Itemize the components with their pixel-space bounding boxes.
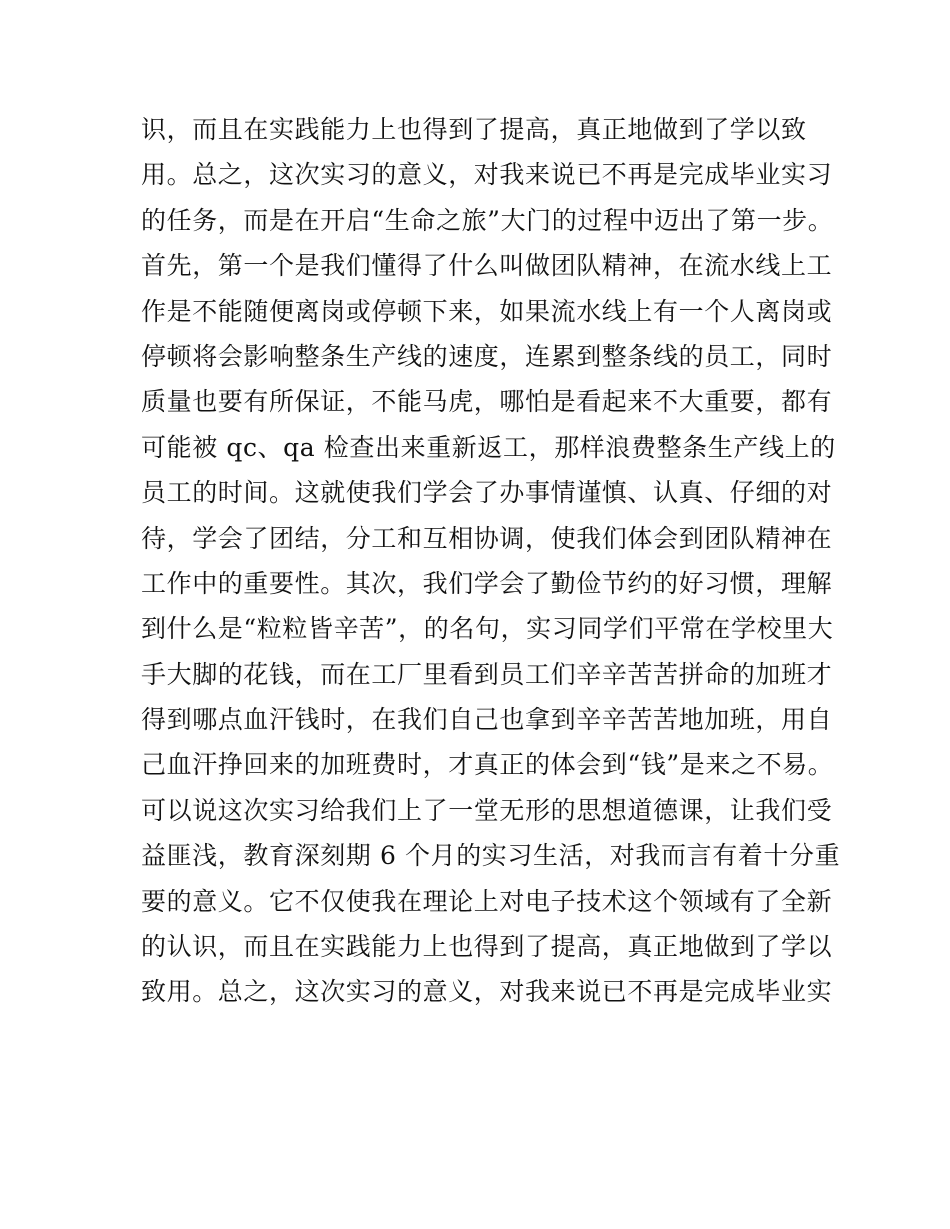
body-text: [141, 107, 841, 1015]
text-line: 识，而且在实践能力上也得到了提高，真正地做到了学以致: [141, 115, 807, 144]
text-line: 致用。总之，这次实习的意义，对我来说已不再是完成毕业实: [141, 977, 833, 1007]
text-line: 可能被 qc、qa 检查出来重新返工，那样浪费整条生产线上的: [141, 432, 836, 462]
text-line: 的任务，而是在开启“生命之旅”大门的过程中迈出了第一步。: [141, 205, 834, 235]
text-line: 手大脚的花钱，而在工厂里看到员工们辛辛苦苦拼命的加班才: [141, 659, 833, 689]
text-line: 首先，第一个是我们懂得了什么叫做团队精神，在流水线上工: [141, 251, 833, 281]
text-line: 益匪浅，教育深刻期 6 个月的实习生活，对我而言有着十分重: [141, 841, 841, 871]
text-line: 停顿将会影响整条生产线的速度，连累到整条线的员工，同时: [141, 341, 833, 371]
text-line: 工作中的重要性。其次，我们学会了勤俭节约的好习惯，理解: [141, 568, 833, 598]
text-line: 员工的时间。这就使我们学会了办事情谨慎、认真、仔细的对: [141, 478, 833, 508]
text-line: 待，学会了团结，分工和互相协调，使我们体会到团队精神在: [141, 523, 833, 553]
text-line: 己血汗挣回来的加班费时，才真正的体会到“钱”是来之不易。: [141, 750, 834, 780]
text-line: 到什么是“粒粒皆辛苦”，的名句，实习同学们平常在学校里大: [141, 614, 834, 644]
text-line: 可以说这次实习给我们上了一堂无形的思想道德课，让我们受: [141, 795, 833, 825]
text-line: 用。总之，这次实习的意义，对我来说已不再是完成毕业实习: [141, 160, 833, 190]
text-line: 的认识，而且在实践能力上也得到了提高，真正地做到了学以: [141, 932, 833, 962]
text-line: 得到哪点血汗钱时，在我们自己也拿到辛辛苦苦地加班，用自: [141, 705, 833, 735]
text-line: 作是不能随便离岗或停顿下来，如果流水线上有一个人离岗或: [141, 296, 833, 326]
text-line: 要的意义。它不仅使我在理论上对电子技术这个领域有了全新: [141, 886, 833, 916]
text-line: 质量也要有所保证，不能马虎，哪怕是看起来不大重要，都有: [141, 387, 833, 417]
